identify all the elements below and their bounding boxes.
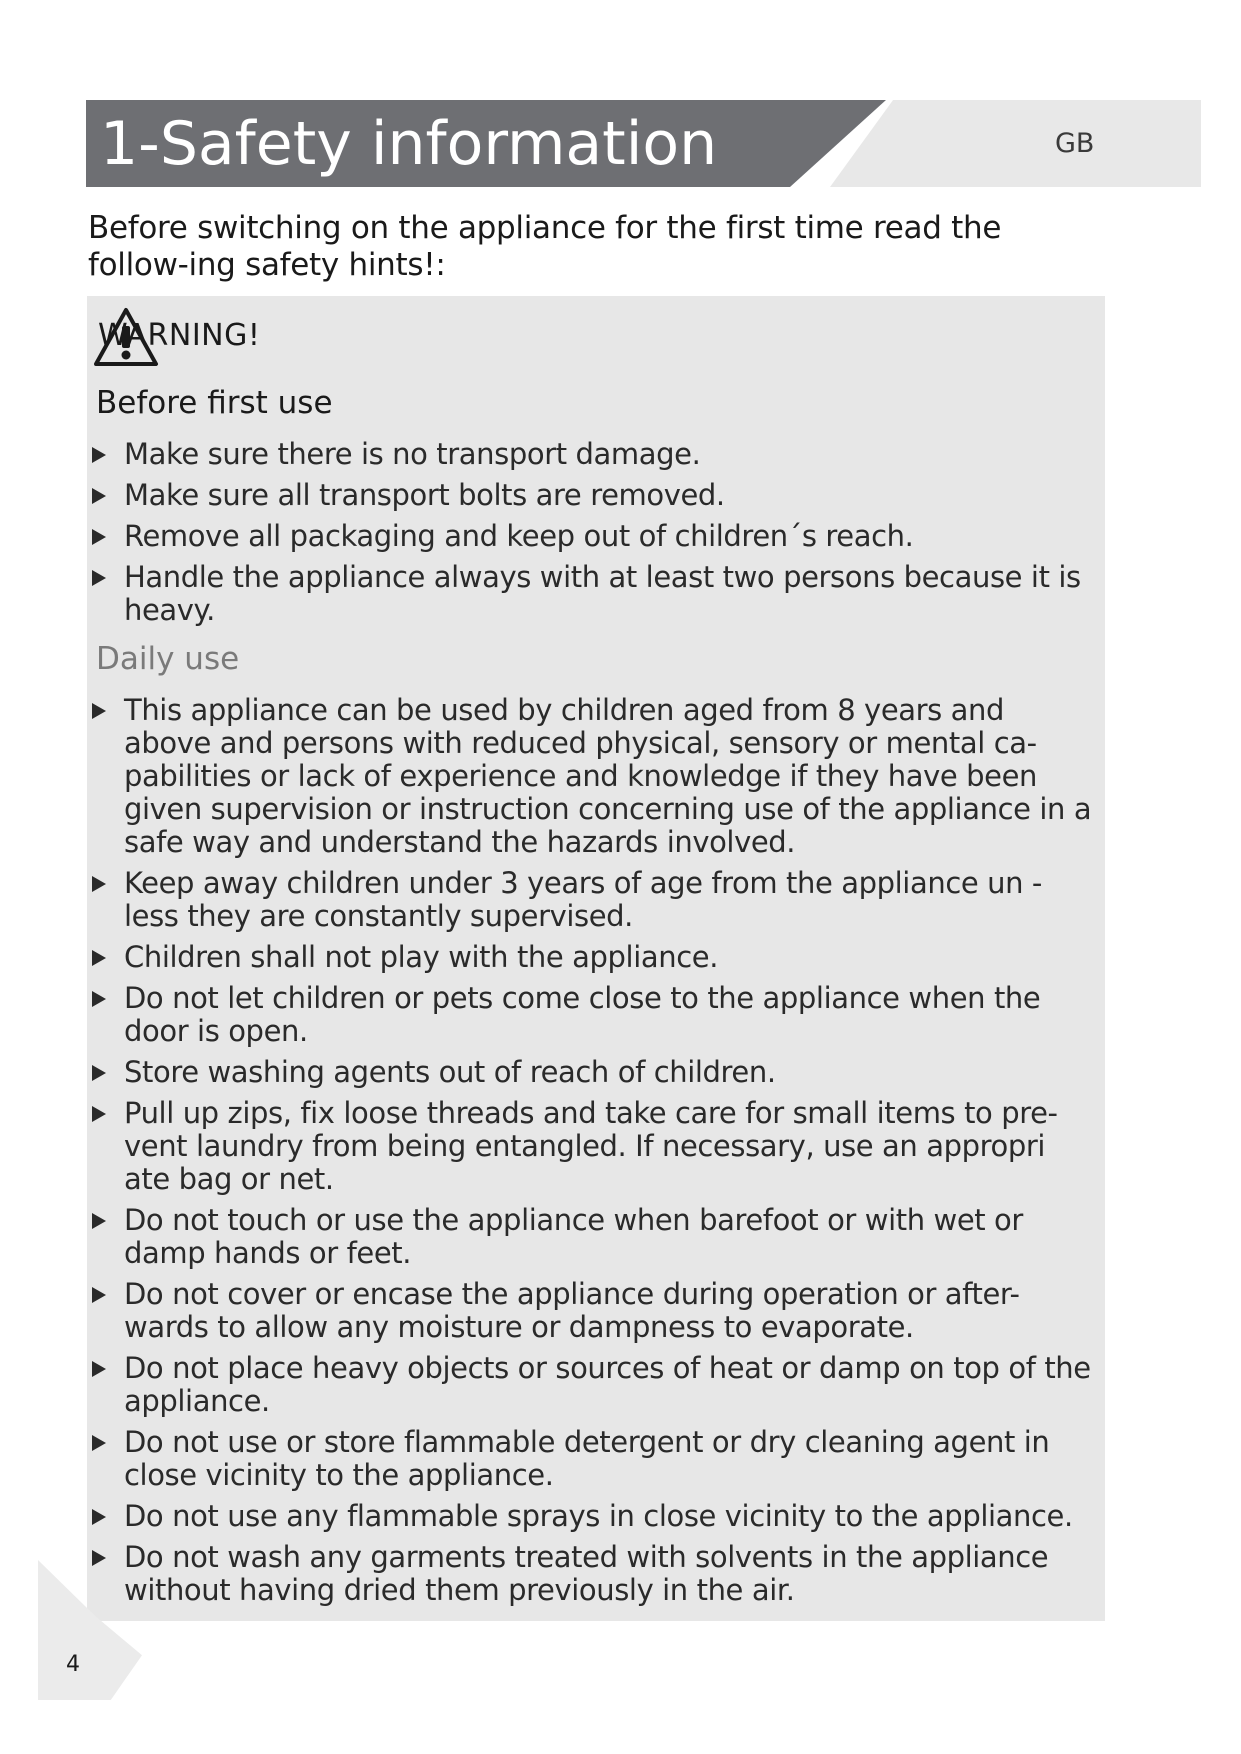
bullet-arrow-icon <box>92 1213 106 1229</box>
bullet-arrow-icon <box>92 991 106 1007</box>
warning-block <box>92 304 492 370</box>
bullet-arrow-icon <box>92 1361 106 1377</box>
list-item <box>88 520 1098 553</box>
bullet-arrow-icon <box>92 570 106 586</box>
bullet-arrow-icon <box>92 1509 106 1525</box>
list-item <box>88 694 1098 859</box>
list-item-text: Store washing agents out of reach of children. <box>124 1055 776 1089</box>
list-item <box>88 438 1098 471</box>
list-item-text: Do not use any flammable sprays in close vicinity to the appliance. <box>124 1499 1073 1533</box>
list-item <box>88 1541 1098 1607</box>
list-item-text: Do not touch or use the appliance when barefoot or with wet or damp hands or feet. <box>124 1203 1023 1270</box>
list-item-text: Children shall not play with the appliance. <box>124 940 719 974</box>
list-item-text: Do not cover or encase the appliance during operation or after-wards to allow any moisture or dampness to evaporate. <box>124 1277 1020 1344</box>
list-item-text: Do not let children or pets come close to the appliance when the door is open. <box>124 981 1041 1048</box>
list-item <box>88 1056 1098 1089</box>
list-item <box>88 982 1098 1048</box>
list-item <box>88 941 1098 974</box>
list-item <box>88 1426 1098 1492</box>
list-item-text: Make sure there is no transport damage. <box>124 437 701 471</box>
list-item-text: Do not use or store flammable detergent or dry cleaning agent in close vicinity to the appliance. <box>124 1425 1050 1492</box>
list-item-text: Keep away children under 3 years of age from the appliance un - less they are constantly supervised. <box>124 866 1042 933</box>
section-title-before-first-use: Before first use <box>96 385 333 421</box>
bullet-arrow-icon <box>92 529 106 545</box>
list-item-text: Do not wash any garments treated with solvents in the appliance without having dried them previously in the air. <box>124 1540 1049 1607</box>
bullet-arrow-icon <box>92 447 106 463</box>
list-item-text: Pull up zips, fix loose threads and take care for small items to pre-vent laundry from being entangled. If necessary, use an appropri ate bag or net. <box>124 1096 1058 1196</box>
bullet-arrow-icon <box>92 876 106 892</box>
list-item <box>88 1500 1098 1533</box>
list-item <box>88 1352 1098 1418</box>
section-title-daily-use: Daily use <box>96 641 240 677</box>
bullet-arrow-icon <box>92 1287 106 1303</box>
warning-label: WARNING! <box>98 318 261 353</box>
list-item <box>88 867 1098 933</box>
page-number: 4 <box>66 1652 80 1677</box>
intro-text: Before switching on the appliance for the first time read the follow-ing safety hints!: <box>88 210 1002 283</box>
header-language-tab <box>830 100 1201 187</box>
bullet-arrow-icon <box>92 950 106 966</box>
list-item-text: Make sure all transport bolts are removed. <box>124 478 725 512</box>
bullet-arrow-icon <box>92 1065 106 1081</box>
list-item <box>88 1204 1098 1270</box>
list-item <box>88 1097 1098 1196</box>
bullet-arrow-icon <box>92 488 106 504</box>
bullet-arrow-icon <box>92 703 106 719</box>
list-item-text: Do not place heavy objects or sources of heat or damp on top of the appliance. <box>124 1351 1091 1418</box>
bullet-arrow-icon <box>92 1106 106 1122</box>
language-code: GB <box>1055 128 1095 159</box>
before-first-use-list <box>88 438 1098 635</box>
list-item-text: Handle the appliance always with at least two persons because it is heavy. <box>124 560 1081 627</box>
daily-use-list <box>88 694 1098 1615</box>
list-item <box>88 561 1098 627</box>
page-title: 1-Safety information <box>100 109 718 179</box>
bullet-arrow-icon <box>92 1435 106 1451</box>
list-item <box>88 479 1098 512</box>
list-item-text: Remove all packaging and keep out of children´s reach. <box>124 519 914 553</box>
list-item-text: This appliance can be used by children aged from 8 years and above and persons with reduced physical, sensory or mental ca-pabilities or lack of experience and knowledge if they have been given supervision or instruction concerning use of the appliance in a safe way and understand the hazards involved. <box>124 693 1092 859</box>
list-item <box>88 1278 1098 1344</box>
bullet-arrow-icon <box>92 1550 106 1566</box>
